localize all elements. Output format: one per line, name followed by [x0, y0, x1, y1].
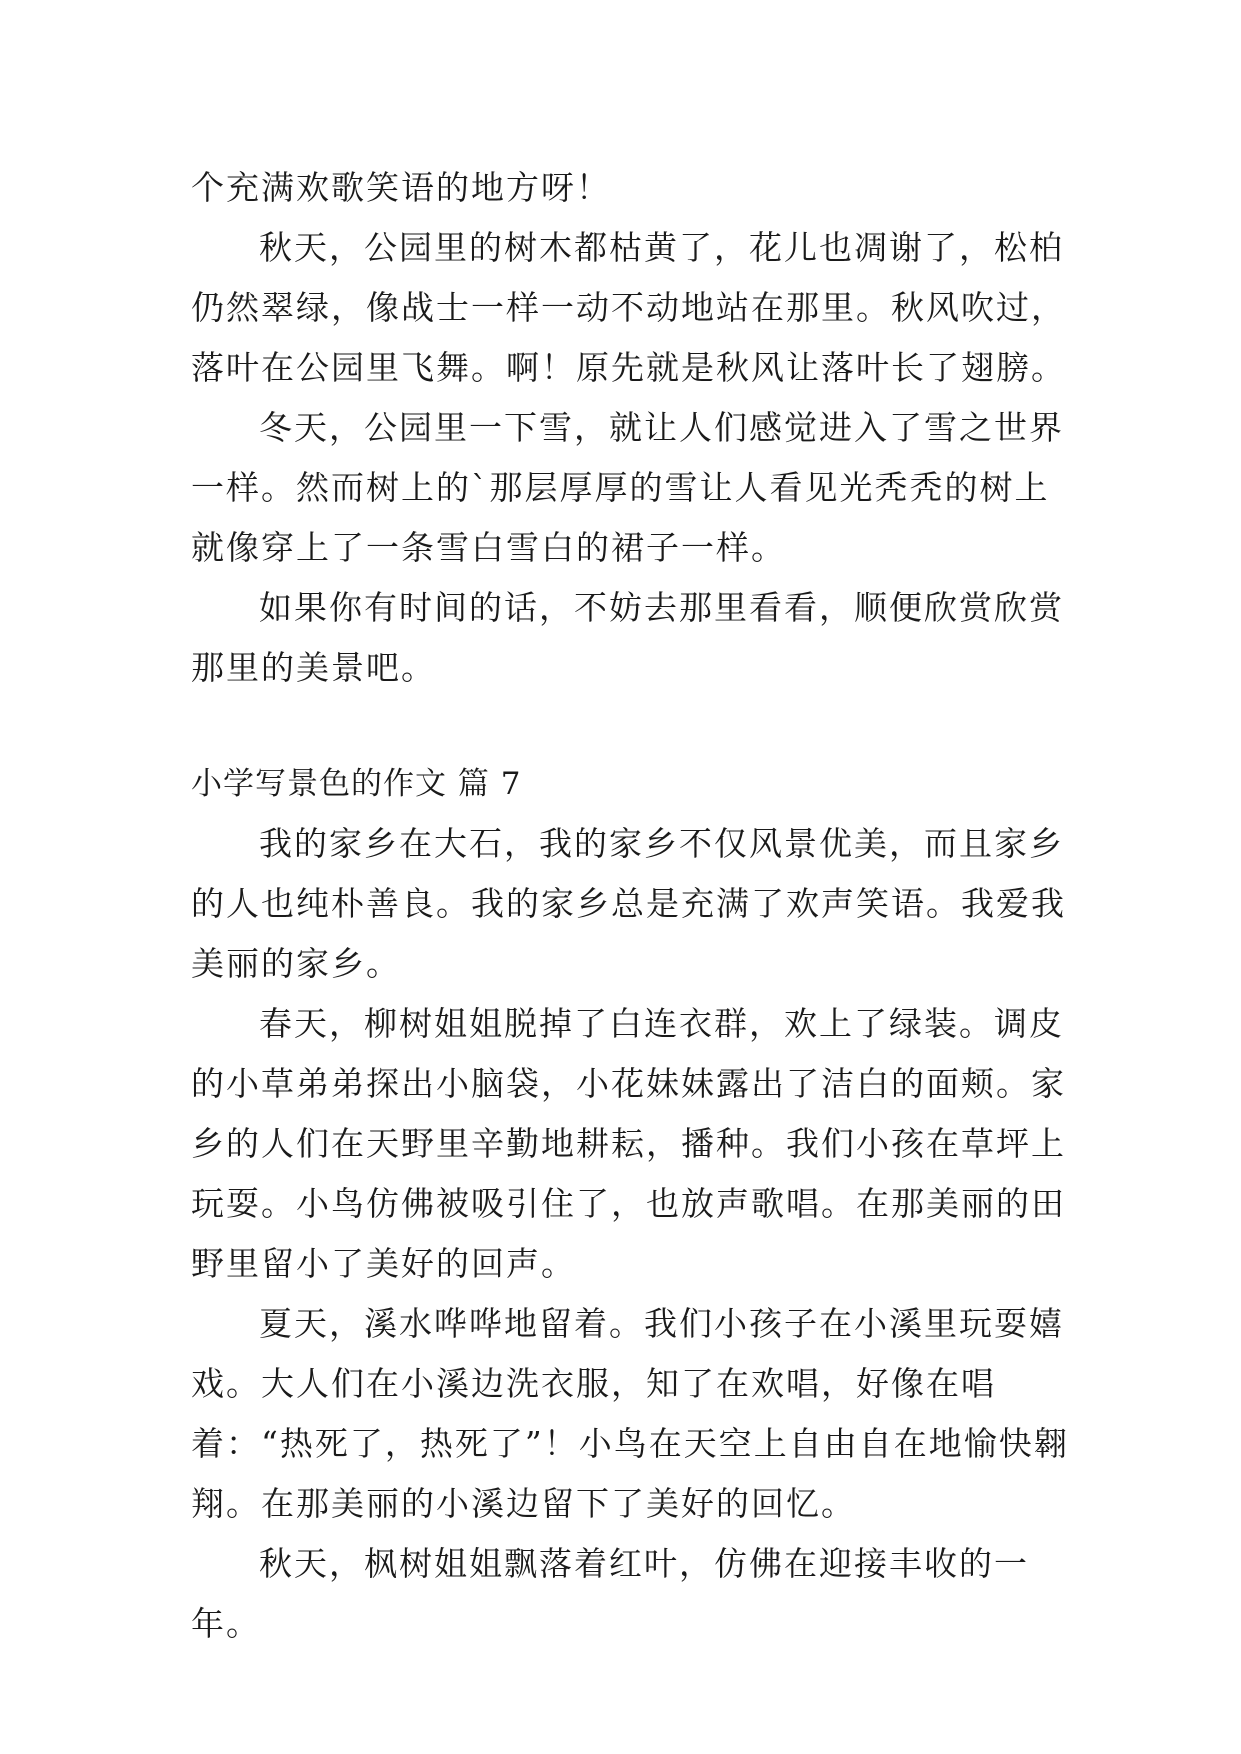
paragraph: 如果你有时间的话，不妨去那里看看，顺便欣赏欣赏那里的美景吧。	[191, 588, 1064, 687]
paragraph: 春天，柳树姐姐脱掉了白连衣群，欢上了绿装。调皮的小草弟弟探出小脑袋，小花妹妹露出了洁白的面颊。家乡的人们在天野里辛勤地耕耘，播种。我们小孩在草坪上玩耍。小鸟仿佛被吸引住了，也放声歌唱。在那美丽的田野里留小了美好的回声。	[191, 1004, 1066, 1283]
paragraph: 秋天，公园里的树木都枯黄了，花儿也凋谢了，松柏仍然翠绿，像战士一样一动不动地站在那里。秋风吹过，落叶在公园里飞舞。啊！原先就是秋风让落叶长了翅膀。	[191, 228, 1066, 387]
paragraph: 夏天，溪水哗哗地留着。我们小孩子在小溪里玩耍嬉戏。大人们在小溪边洗衣服，知了在欢唱，好像在唱着：“热死了，热死了”！小鸟在天空上自由自在地愉快翱翔。在那美丽的小溪边留下了美好的回忆。	[191, 1304, 1069, 1523]
paragraph: 秋天，枫树姐姐飘落着红叶，仿佛在迎接丰收的一年。	[191, 1544, 1029, 1643]
section-heading: 小学写景色的作文 篇 7	[191, 766, 522, 802]
paragraph: 冬天，公园里一下雪，就让人们感觉进入了雪之世界一样。然而树上的`那层厚厚的雪让人看见光秃秃的树上就像穿上了一条雪白雪白的裙子一样。	[191, 408, 1064, 567]
paragraph: 我的家乡在大石，我的家乡不仅风景优美，而且家乡的人也纯朴善良。我的家乡总是充满了欢声笑语。我爱我美丽的家乡。	[191, 824, 1066, 983]
document-body	[191, 158, 1071, 1654]
paragraph: 个充满欢歌笑语的地方呀！	[191, 168, 611, 207]
